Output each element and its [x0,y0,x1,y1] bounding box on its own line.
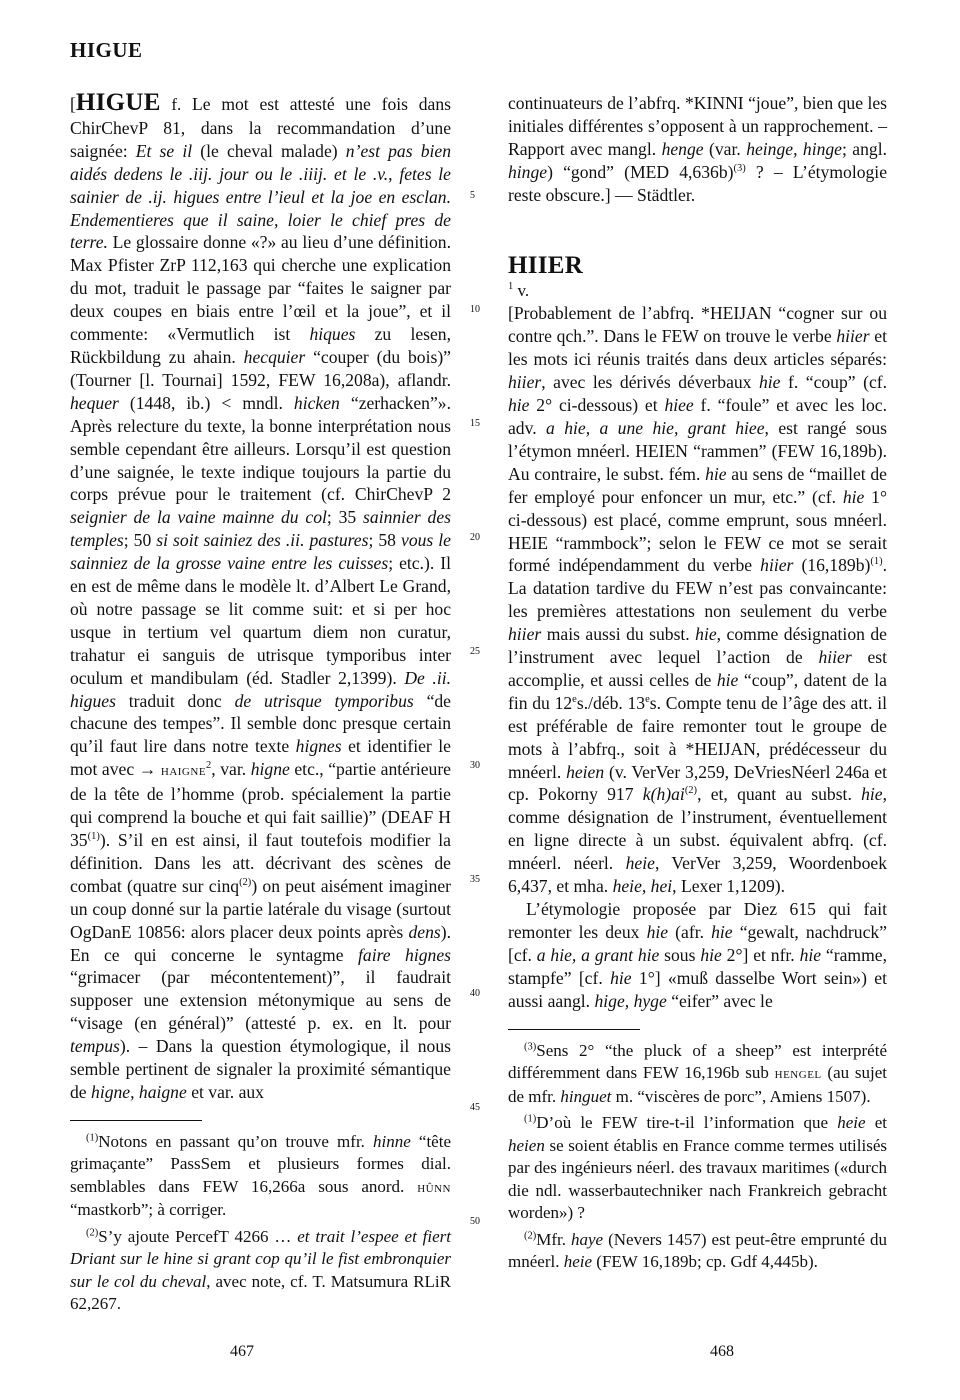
word: hinge [508,161,548,182]
text: “de chacune des tempes”. Il semble donc presque certain qu’il faut lire dans notre texte [70,690,451,757]
superscript: 1 [508,280,514,292]
word: hicken [293,392,340,413]
text: [Probablement de l’abfrq. *HEIJAN “cogner sur ou contre qch.”. Dans le FEW on trouve le verbe [508,303,887,347]
word: hie [610,967,632,988]
word: heien [508,1135,545,1155]
cross-reference: haigne [160,763,207,780]
superscript: e [645,693,650,705]
line-number: 25 [470,646,480,657]
headword-hiier: HIIER [508,251,584,279]
footnote-ref: (1) [87,831,100,843]
word: hie [705,463,727,484]
footnote-2 [70,1226,451,1316]
word: hie [861,784,883,805]
word: a hie, a grant hie [536,944,660,965]
text: . La datation tardive du FEW n’est pas convaincante: les premières attestations non seulement du verbe [508,555,888,622]
text: ). S’il en est ainsi, il faut toutefois modifier la définition. Dans les att. décrivant des scènes de combat (quatre sur cinq [70,830,451,896]
quote: De .ii. higues [70,667,451,711]
text: , var. [211,759,251,780]
right-column [508,92,887,1274]
word: hie [799,944,822,965]
word: henge [661,138,704,159]
entry-hiier-paragraph-2 [508,898,887,1013]
text: etc., “partie antérieure de la tête de l’homme (prob. spécialement la partie qui comprend la bouche et qui fait saillie)” (DEAF H 35 [70,759,451,850]
line-number: 20 [470,532,480,543]
text: , avec les dérivés déverbaux [541,372,759,393]
line-number: 15 [470,418,480,429]
text: ) on peut aisément imaginer un coup donné sur la partie latérale du visage (surtout OgDanE 10856: alors placer deux points après [70,875,451,942]
quote: Et se il [135,140,193,161]
entry-hiier [508,253,887,1013]
text: , et, quant au subst. [697,784,862,805]
footnote-mark: (2) [524,1229,537,1241]
text: sous [659,944,701,965]
word: hiques [309,324,356,345]
word: higne, haigne [91,1081,187,1102]
text: s. Compte tenu de l’âge des att. il est préférable de faire remonter tout le groupe de mots à l’abfrq., soit à *HEIJAN, prédécesseur du mnéerl. [508,692,887,782]
text: au sens de “maillet de fer employé pour enfoncer un mur, etc.” (cf. [508,463,887,507]
entry-hiier-text [508,302,887,898]
entry-higue-continuation [508,92,887,207]
text: (FEW 16,189b; cp. Gdf 4,445b). [592,1252,818,1272]
text: et les mots ici réunis traités dans deux articles séparés: [508,326,887,370]
page-number-right: 468 [710,1343,734,1360]
word: heien [566,761,605,782]
text: D’où le FEW tire-t-il l’information que [536,1113,838,1133]
footnote-mark: (3) [524,1040,537,1052]
word: hiee [664,395,694,416]
part-of-speech: v. [513,280,530,300]
text: ; etc.). Il en est de même dans le modèle lt. d’Albert Le Grand, où notre passage se lit comme suit: et si per hoc usque in tertium vel quartum diem non curatur, trahatur ei sanguis de utrisque tymporibus inter oculum et mandibulam (éd. Stadler 2,1399). [70,553,451,688]
part-of-speech: f. [160,95,182,114]
line-number: 45 [470,1102,480,1113]
quote: de utrisque tymporibus [234,690,414,711]
text: “mastkorb”; à corriger. [70,1200,227,1220]
word: hinne [373,1131,411,1151]
word: hie [646,921,669,942]
superscript: e [572,693,577,705]
superscript: 2 [206,760,212,772]
line-number: 30 [470,760,480,771]
bracket: [ [70,94,76,114]
text: S’y ajoute PercefT 4266 … [98,1226,298,1246]
footnote-ref: (1) [870,556,883,568]
quote: sainnier des temples [70,507,451,551]
word: hie [700,944,722,965]
text: “ramme, stampfe” [cf. [508,944,887,988]
word: hiier [508,372,542,393]
word: hie [759,372,781,393]
word: heie [563,1252,593,1272]
text: et identifier le mot avec [70,736,451,780]
text: ). En ce qui concerne le syntagme [70,921,451,965]
text: se soient établis en France comme termes utilisés par des ingénieurs néerl. des travaux maritimes («durch die ndl. wasserbautechniker nach Frankreich gebracht worden») ? [508,1135,887,1223]
word: heinge, hinge [746,138,842,159]
word: hiier [760,555,794,576]
word: tempus [70,1036,120,1057]
quote: et trait l’espee et fiert Driant sur le hine si grant cop qu’il le fist embronquier sur le col du cheval [70,1226,451,1291]
word: hie [711,921,733,942]
text: et var. aux [186,1081,264,1102]
text: 1° ci-dessous) est placé, comme emprunt, sous mnéerl. HEIE “rammbock”; selon le FEW ce mot se serait formé indépendamment du verbe [508,486,887,576]
word: hie [695,624,717,645]
text: Le glossaire donne «?» au lieu d’une définition. Max Pfister ZrP 112,163 qui cherche une explication du mot, traduit le passage par “faites le saigner par deux coupes en biais entre l’œil et la joue”, et il commente: «Vermutlich ist [70,232,451,345]
text: traduit donc [115,690,235,711]
word: hie [842,486,865,507]
word: hinguet [560,1086,612,1106]
word: hiier [818,647,852,668]
footnote-divider [70,1120,202,1121]
text: est accomplie, et aussi celles de [508,647,887,690]
text: (16,189b) [793,555,871,576]
text: “couper (du bois)” (Tourner [l. Tournai] 1592, FEW 16,208a), aflandr. [70,346,451,390]
text: Notons en passant qu’on trouve mfr. [98,1131,374,1151]
arrow-icon: → [138,759,157,780]
footnote-ref: (3) [733,162,746,174]
headword-hiier-line [508,253,887,303]
text: 1°] «muß dasselbe Wort sein») et aussi aangl. [508,967,887,1011]
word: heie [837,1113,866,1133]
line-number: 50 [470,1216,480,1227]
text: (var. [703,138,747,159]
text: ; 58 [368,530,402,551]
text: zu lesen, Rückbildung zu ahain. [70,324,451,367]
text: ; 50 [123,530,157,551]
text: et [865,1113,887,1133]
text: ; 35 [326,507,364,528]
text: Sens 2° “the pluck of a sheep” est interprété différemment dans FEW 16,196b sub [508,1040,887,1083]
page-number-left: 467 [230,1343,254,1360]
text: , VerVer 3,259, Woordenboek 6,437, et mha. [508,853,887,897]
text: “eifer” avec le [666,990,773,1011]
word: faire hignes [358,944,451,965]
word: hige, hyge [594,990,667,1011]
left-column [70,89,451,1316]
footnote-mark: (1) [86,1132,99,1144]
footnote-3 [508,1040,887,1109]
footnote-hiier-1 [508,1112,887,1225]
text: (1448, ib.) < mndl. [118,392,294,413]
word: hequer [70,392,119,413]
quote: si soit sainiez des .ii. pastures [156,530,369,551]
text: s./déb. 13 [576,692,646,713]
text: m. “viscères de porc”, Amiens 1507). [611,1086,871,1106]
text: f. “coup” (cf. [780,372,888,393]
text: , avec note, cf. T. Matsumura RLiR 62,267. [70,1271,451,1314]
word: hecquier [243,346,306,367]
text: “coup”, datent de la fin du 12 [508,669,887,713]
footnote-ref: (2) [239,876,252,888]
footnote-ref: (2) [684,785,698,797]
text: (le cheval malade) [192,140,346,161]
word: dens [408,921,441,942]
headword-higue: HIGUE [75,89,161,116]
footnote-divider [508,1029,640,1030]
text: mais aussi du subst. [541,624,696,645]
text: (Nevers 1457) est peut-être emprunté du mnéerl. [508,1229,887,1272]
word: hie [716,669,739,690]
text: (v. VerVer 3,259, DeVriesNéerl 246a et cp. Pokorny 917 [508,761,887,805]
text: ; angl. [842,138,888,159]
text: Mfr. [536,1229,571,1249]
text: (au sujet de mfr. [508,1063,887,1106]
text: , comme désignation de l’instrument, éventuellement en ligne directe à un subst. équivalent abfrq. (cf. mnéerl. néerl. [508,784,887,874]
text: “zerhacken”». Après relecture du texte, la bonne interprétation nous semble cependant être ailleurs. Lorsqu’il est question d’une saignée, le texte indique toujours la partie du corps prévue pour le traitement (cf. ChirChevP 2 [70,392,451,505]
footnote-hiier-2 [508,1229,887,1274]
word: higne [250,759,290,780]
word: a hie, a une hie, grant hiee [546,417,765,438]
text: (afr. [668,921,712,942]
footnote-mark: (2) [86,1227,99,1239]
quote: n’est pas bien aidés dedens le .iij. jour ou le .iiij. et le .v., fetes le sainier de .ij. higues entre l’ieul et la joe en esclan. Endementieres que il saine, loier le chief pres de terre. [70,140,451,253]
text: ). – Dans la question étymologique, il nous semble pertinent de signaler la proximité sémantique de [70,1036,451,1102]
text: ) “gond” (MED 4,636b) [547,161,734,182]
text: 2°] et nfr. [721,944,800,965]
word: hiier [836,326,870,347]
word: haye [571,1229,604,1249]
text: ? – L’étymologie reste obscure.] — Städtler. [508,161,888,205]
text: “gewalt, nachdruck” [cf. [508,921,887,965]
word: hignes [295,736,342,757]
word: hie [508,395,530,416]
line-number: 35 [470,874,480,885]
text: , est rangé sous l’étymon mnéerl. HEIEN “rammen” (FEW 16,189b). Au contraire, le subst. fém. [508,417,887,484]
word: heie [625,853,655,874]
text: , Lexer 1,1209). [672,876,786,897]
text: Le mot est attesté une fois dans ChirChevP 81, dans la recommandation d’une saignée: [70,94,451,161]
line-number: 10 [470,304,480,315]
word: hiier [508,624,542,645]
footnote-1 [70,1131,451,1222]
small-caps-word: hûnn [417,1179,451,1196]
text: 2° ci-dessous) et [529,395,665,416]
running-head: HIGUE [70,38,143,62]
footnote-mark: (1) [524,1113,537,1125]
line-number: 5 [470,190,475,201]
word: heie, hei [612,876,673,897]
line-number: 40 [470,988,480,999]
text: f. “foule” et avec les loc. adv. [508,395,887,438]
text: L’étymologie proposée par Diez 615 qui fait remonter les deux [508,899,887,942]
small-caps-word: hengel [774,1066,822,1083]
text: “tête grimaçante” PassSem et plusieurs formes dial. semblables dans FEW 16,266a sous anord. [70,1131,451,1196]
quote: seignier de la vaine mainne du col [70,507,327,528]
entry-higue-text [70,89,451,1104]
text: , comme désignation de l’instrument avec lequel l’action de [508,624,887,668]
quote: vous le sainniez de la grosse vaine entre les cuisses [70,530,451,574]
word: k(h)ai [642,784,685,805]
text: “grimacer (par mécontentement)”, il faudrait supposer une extension métonymique au sens de “visage (en général)” (attesté p. ex. en lt. pour [70,967,451,1034]
text: continuateurs de l’abfrq. *KINNI “joue”, bien que les initiales différentes s’opposent à un rapprochement. – Rapport avec mangl. [508,93,887,159]
